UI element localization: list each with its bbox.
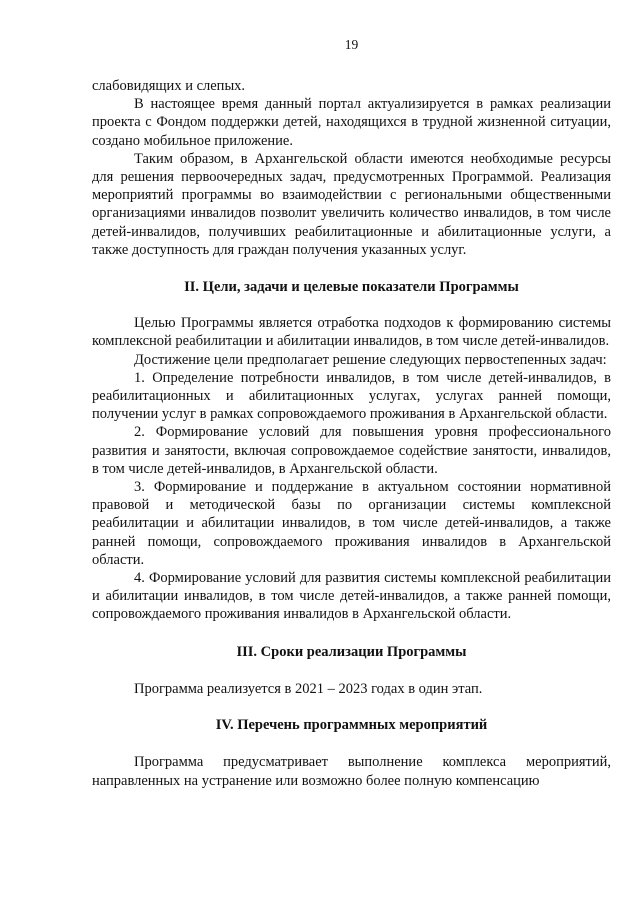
list-item: 4. Формирование условий для развития системы комплексной реабилитации и абилитации инвалидов, в том числе детей-инвалидов, а также ранней помощи, сопровождаемого проживания инвалидов в Архангельской области. <box>92 570 611 623</box>
page-number: 19 <box>344 37 359 52</box>
paragraph: В настоящее время данный портал актуализируется в рамках реализации проекта с Фондом поддержки детей, находящихся в трудной жизненной ситуации, создано мобильное приложение. <box>92 96 611 149</box>
list-item: 1. Определение потребности инвалидов, в том числе детей-инвалидов, в реабилитационных и абилитационных услугах, услугах ранней помощи, получении услуг в рамках сопровождаемого проживания в Архангельской области. <box>92 369 611 423</box>
paragraph: Программа реализуется в 2021 – 2023 годах в один этап. <box>134 680 483 697</box>
paragraph: Целью Программы является отработка подходов к формированию системы комплексной реабилитации и абилитации инвалидов, в том числе детей-инвалидов. <box>92 315 611 350</box>
paragraph: слабовидящих и слепых. <box>92 78 246 94</box>
section-heading-activities: IV. Перечень программных мероприятий <box>215 717 488 734</box>
section-activities <box>92 753 611 789</box>
section-goals <box>92 314 611 623</box>
paragraph: Программа предусматривает выполнение комплекса мероприятий, направленных на устранение или возможно более полную компенсацию <box>92 754 611 789</box>
paragraph: Достижение цели предполагает решение следующих первостепенных задач: <box>134 351 607 368</box>
list-item: 3. Формирование и поддержание в актуальном состоянии нормативной правовой и методической базы по организации системы комплексной реабилитации и абилитации инвалидов, в том числе детей-инвалидов, а также ранней помощи, сопровождаемого проживания инвалидов в Архангельской области. <box>92 479 611 568</box>
section-heading-goals: II. Цели, задачи и целевые показатели Программы <box>184 279 519 296</box>
section-heading-timeline: III. Сроки реализации Программы <box>236 643 467 660</box>
document-page <box>92 36 611 790</box>
section-timeline <box>92 680 611 698</box>
section-intro <box>92 77 611 259</box>
paragraph: Таким образом, в Архангельской области имеются необходимые ресурсы для решения первоочередных задач, предусмотренных Программой. Реализация мероприятий программы во взаимодействии с региональными общественными организациями инвалидов позволит увеличить количество инвалидов, в том числе детей-инвалидов, получивших реабилитационные и абилитационные услуги, а также доступность для граждан получения указанных услуг. <box>92 150 611 258</box>
list-item: 2. Формирование условий для повышения уровня профессионального развития и занятости, включая сопровождаемое содействие занятости, инвалидов, в том числе детей-инвалидов, в Архангельской области. <box>92 424 611 477</box>
